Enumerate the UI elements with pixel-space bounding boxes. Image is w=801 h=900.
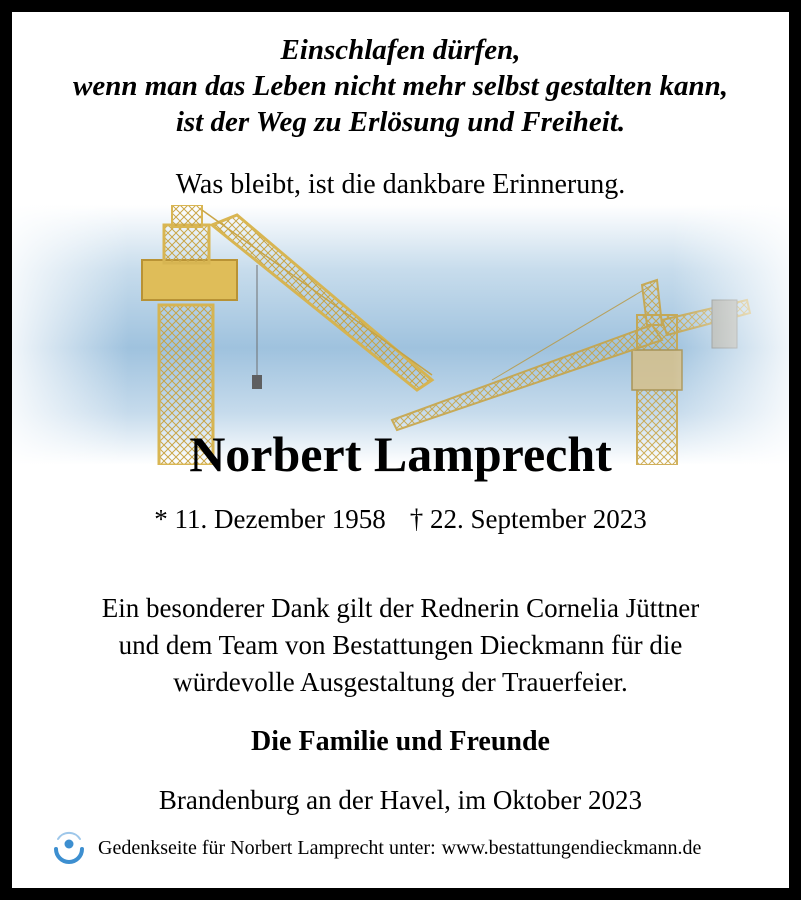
poem (12, 32, 789, 140)
birth-date: * 11. Dezember 1958 (154, 504, 386, 534)
memory-line: Was bleibt, ist die dankbare Erinnerung. (175, 169, 626, 200)
thanks-text (12, 590, 789, 701)
deceased-name: Norbert Lamprecht (189, 426, 612, 482)
life-dates (12, 502, 789, 536)
funeral-home-logo-icon (52, 831, 86, 865)
death-date: † 22. September 2023 (409, 504, 647, 534)
poem-line: wenn man das Leben nicht mehr selbst gestalten kann, (72, 70, 728, 102)
thanks-line: würdevolle Ausgestaltung der Trauerfeier. (173, 667, 628, 697)
footer-label: Gedenkseite für Norbert Lamprecht unter: (98, 836, 436, 859)
footer-url[interactable]: www.bestattungendieckmann.de (441, 836, 702, 859)
memorial-page-footer (52, 830, 782, 866)
place-and-date: Brandenburg an der Havel, im Oktober 2023 (158, 785, 643, 815)
poem-line: ist der Weg zu Erlösung und Freiheit. (175, 106, 626, 138)
poem-line: Einschlafen dürfen, (280, 34, 521, 66)
thanks-line: und dem Team von Bestattungen Dieckmann für die (118, 630, 683, 660)
family-signature: Die Familie und Freunde (251, 726, 550, 757)
thanks-line: Ein besonderer Dank gilt der Rednerin Cornelia Jüttner (101, 593, 700, 623)
